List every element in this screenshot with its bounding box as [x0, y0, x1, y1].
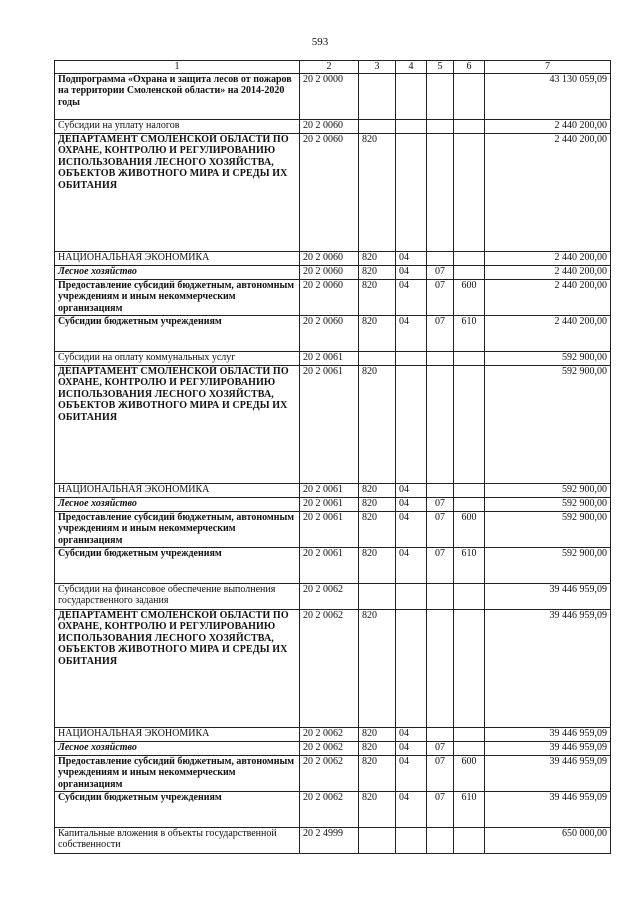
table-row — [55, 265, 611, 279]
section-code-cell: 04 — [396, 727, 427, 741]
table-row — [55, 133, 611, 251]
department-code-cell: 820 — [359, 609, 396, 727]
table-row — [55, 483, 611, 497]
department-code-cell: 820 — [359, 547, 396, 583]
subsection-code-cell — [427, 365, 454, 483]
table-row — [55, 791, 611, 827]
table-row — [55, 609, 611, 727]
department-code-cell: 820 — [359, 727, 396, 741]
column-header-7: 7 — [485, 61, 611, 74]
row-name-cell: Подпрограмма «Охрана и защита лесов от пожаров на территории Смоленской области» на 2014-2020 годы — [55, 73, 300, 119]
amount-cell: 592 900,00 — [485, 497, 611, 511]
department-code-cell — [359, 119, 396, 133]
section-code-cell — [396, 583, 427, 609]
expense-type-code-cell — [454, 251, 485, 265]
subsection-code-cell — [427, 119, 454, 133]
section-code-cell: 04 — [396, 755, 427, 791]
amount-cell: 592 900,00 — [485, 511, 611, 547]
department-code-cell — [359, 73, 396, 119]
amount-cell: 39 446 959,09 — [485, 755, 611, 791]
section-code-cell — [396, 609, 427, 727]
subsection-code-cell — [427, 133, 454, 251]
subsection-code-cell: 07 — [427, 741, 454, 755]
section-code-cell — [396, 827, 427, 853]
expense-type-code-cell: 600 — [454, 755, 485, 791]
subsection-code-cell — [427, 583, 454, 609]
program-code-cell: 20 2 0060 — [300, 251, 359, 265]
department-code-cell: 820 — [359, 251, 396, 265]
program-code-cell: 20 2 0062 — [300, 727, 359, 741]
row-name-cell: НАЦИОНАЛЬНАЯ ЭКОНОМИКА — [55, 727, 300, 741]
subsection-code-cell — [427, 251, 454, 265]
expense-type-code-cell: 610 — [454, 791, 485, 827]
amount-cell: 43 130 059,09 — [485, 73, 611, 119]
row-name-cell: ДЕПАРТАМЕНТ СМОЛЕНСКОЙ ОБЛАСТИ ПО ОХРАНЕ, КОНТРОЛЮ И РЕГУЛИРОВАНИЮ ИСПОЛЬЗОВАНИЯ ЛЕСНОГО ХОЗЯЙСТВА, ОБЪЕКТОВ ЖИВОТНОГО МИРА И СРЕДЫ ИХ ОБИТАНИЯ — [55, 133, 300, 251]
section-code-cell — [396, 365, 427, 483]
expense-type-code-cell: 610 — [454, 315, 485, 351]
section-code-cell — [396, 351, 427, 365]
row-name-cell: Субсидии на оплату коммунальных услуг — [55, 351, 300, 365]
program-code-cell: 20 2 0062 — [300, 609, 359, 727]
department-code-cell: 820 — [359, 497, 396, 511]
program-code-cell: 20 2 0062 — [300, 791, 359, 827]
amount-cell: 592 900,00 — [485, 351, 611, 365]
table-row — [55, 497, 611, 511]
table-row — [55, 547, 611, 583]
department-code-cell: 820 — [359, 511, 396, 547]
table-row — [55, 73, 611, 119]
budget-table — [54, 60, 611, 854]
expense-type-code-cell — [454, 351, 485, 365]
amount-cell: 592 900,00 — [485, 365, 611, 483]
program-code-cell: 20 2 0000 — [300, 73, 359, 119]
section-code-cell: 04 — [396, 741, 427, 755]
expense-type-code-cell — [454, 583, 485, 609]
amount-cell: 2 440 200,00 — [485, 119, 611, 133]
amount-cell: 592 900,00 — [485, 483, 611, 497]
subsection-code-cell — [427, 73, 454, 119]
row-name-cell: НАЦИОНАЛЬНАЯ ЭКОНОМИКА — [55, 251, 300, 265]
program-code-cell: 20 2 4999 — [300, 827, 359, 853]
row-name-cell: ДЕПАРТАМЕНТ СМОЛЕНСКОЙ ОБЛАСТИ ПО ОХРАНЕ, КОНТРОЛЮ И РЕГУЛИРОВАНИЮ ИСПОЛЬЗОВАНИЯ ЛЕСНОГО ХОЗЯЙСТВА, ОБЪЕКТОВ ЖИВОТНОГО МИРА И СРЕДЫ ИХ ОБИТАНИЯ — [55, 609, 300, 727]
section-code-cell: 04 — [396, 547, 427, 583]
amount-cell: 39 446 959,09 — [485, 583, 611, 609]
section-code-cell: 04 — [396, 251, 427, 265]
department-code-cell: 820 — [359, 279, 396, 315]
column-header-1: 1 — [55, 61, 300, 74]
department-code-cell: 820 — [359, 741, 396, 755]
table-row — [55, 741, 611, 755]
column-header-5: 5 — [427, 61, 454, 74]
amount-cell: 2 440 200,00 — [485, 251, 611, 265]
column-header-3: 3 — [359, 61, 396, 74]
page-number: 593 — [311, 36, 329, 48]
amount-cell: 650 000,00 — [485, 827, 611, 853]
section-code-cell — [396, 119, 427, 133]
expense-type-code-cell — [454, 133, 485, 251]
department-code-cell: 820 — [359, 483, 396, 497]
subsection-code-cell — [427, 483, 454, 497]
department-code-cell — [359, 827, 396, 853]
amount-cell: 39 446 959,09 — [485, 741, 611, 755]
table-row — [55, 365, 611, 483]
row-name-cell: Лесное хозяйство — [55, 265, 300, 279]
section-code-cell: 04 — [396, 279, 427, 315]
department-code-cell: 820 — [359, 315, 396, 351]
expense-type-code-cell — [454, 497, 485, 511]
program-code-cell: 20 2 0061 — [300, 497, 359, 511]
table-row — [55, 583, 611, 609]
row-name-cell: НАЦИОНАЛЬНАЯ ЭКОНОМИКА — [55, 483, 300, 497]
table-row — [55, 755, 611, 791]
amount-cell: 2 440 200,00 — [485, 265, 611, 279]
subsection-code-cell: 07 — [427, 279, 454, 315]
section-code-cell: 04 — [396, 511, 427, 547]
expense-type-code-cell — [454, 365, 485, 483]
section-code-cell: 04 — [396, 483, 427, 497]
department-code-cell: 820 — [359, 755, 396, 791]
subsection-code-cell — [427, 609, 454, 727]
expense-type-code-cell: 610 — [454, 547, 485, 583]
table-row — [55, 315, 611, 351]
row-name-cell: Предоставление субсидий бюджетным, автономным учреждениям и иным некоммерческим организациям — [55, 511, 300, 547]
amount-cell: 39 446 959,09 — [485, 727, 611, 741]
row-name-cell: Субсидии на финансовое обеспечение выполнения государственного задания — [55, 583, 300, 609]
expense-type-code-cell — [454, 483, 485, 497]
row-name-cell: Субсидии бюджетным учреждениям — [55, 315, 300, 351]
expense-type-code-cell — [454, 609, 485, 727]
table-row — [55, 279, 611, 315]
program-code-cell: 20 2 0060 — [300, 119, 359, 133]
expense-type-code-cell: 600 — [454, 279, 485, 315]
row-name-cell: Субсидии бюджетным учреждениям — [55, 791, 300, 827]
amount-cell: 2 440 200,00 — [485, 315, 611, 351]
table-row — [55, 351, 611, 365]
department-code-cell — [359, 583, 396, 609]
subsection-code-cell: 07 — [427, 315, 454, 351]
program-code-cell: 20 2 0061 — [300, 547, 359, 583]
department-code-cell — [359, 351, 396, 365]
section-code-cell: 04 — [396, 791, 427, 827]
program-code-cell: 20 2 0060 — [300, 133, 359, 251]
row-name-cell: Лесное хозяйство — [55, 497, 300, 511]
amount-cell: 2 440 200,00 — [485, 133, 611, 251]
amount-cell: 592 900,00 — [485, 547, 611, 583]
subsection-code-cell: 07 — [427, 511, 454, 547]
amount-cell: 39 446 959,09 — [485, 791, 611, 827]
column-header-6: 6 — [454, 61, 485, 74]
subsection-code-cell — [427, 351, 454, 365]
program-code-cell: 20 2 0062 — [300, 755, 359, 791]
program-code-cell: 20 2 0061 — [300, 365, 359, 483]
subsection-code-cell: 07 — [427, 791, 454, 827]
program-code-cell: 20 2 0061 — [300, 483, 359, 497]
program-code-cell: 20 2 0060 — [300, 265, 359, 279]
amount-cell: 39 446 959,09 — [485, 609, 611, 727]
column-header-2: 2 — [300, 61, 359, 74]
header-row — [55, 61, 611, 74]
table-row — [55, 511, 611, 547]
expense-type-code-cell: 600 — [454, 511, 485, 547]
subsection-code-cell: 07 — [427, 265, 454, 279]
table-row — [55, 119, 611, 133]
program-code-cell: 20 2 0062 — [300, 741, 359, 755]
program-code-cell: 20 2 0060 — [300, 279, 359, 315]
department-code-cell: 820 — [359, 791, 396, 827]
table-row — [55, 727, 611, 741]
subsection-code-cell — [427, 727, 454, 741]
subsection-code-cell — [427, 827, 454, 853]
row-name-cell: Предоставление субсидий бюджетным, автономным учреждениям и иным некоммерческим организациям — [55, 279, 300, 315]
row-name-cell: Субсидии бюджетным учреждениям — [55, 547, 300, 583]
expense-type-code-cell — [454, 741, 485, 755]
department-code-cell: 820 — [359, 133, 396, 251]
program-code-cell: 20 2 0061 — [300, 351, 359, 365]
expense-type-code-cell — [454, 265, 485, 279]
subsection-code-cell: 07 — [427, 547, 454, 583]
expense-type-code-cell — [454, 119, 485, 133]
expense-type-code-cell — [454, 73, 485, 119]
expense-type-code-cell — [454, 727, 485, 741]
section-code-cell: 04 — [396, 315, 427, 351]
program-code-cell: 20 2 0060 — [300, 315, 359, 351]
expense-type-code-cell — [454, 827, 485, 853]
table-row — [55, 827, 611, 853]
row-name-cell: Субсидии на уплату налогов — [55, 119, 300, 133]
section-code-cell — [396, 73, 427, 119]
section-code-cell: 04 — [396, 497, 427, 511]
subsection-code-cell: 07 — [427, 497, 454, 511]
program-code-cell: 20 2 0061 — [300, 511, 359, 547]
column-header-4: 4 — [396, 61, 427, 74]
program-code-cell: 20 2 0062 — [300, 583, 359, 609]
row-name-cell: Предоставление субсидий бюджетным, автономным учреждениям и иным некоммерческим организациям — [55, 755, 300, 791]
section-code-cell: 04 — [396, 265, 427, 279]
section-code-cell — [396, 133, 427, 251]
department-code-cell: 820 — [359, 265, 396, 279]
table-row — [55, 251, 611, 265]
row-name-cell: Лесное хозяйство — [55, 741, 300, 755]
subsection-code-cell: 07 — [427, 755, 454, 791]
amount-cell: 2 440 200,00 — [485, 279, 611, 315]
row-name-cell: ДЕПАРТАМЕНТ СМОЛЕНСКОЙ ОБЛАСТИ ПО ОХРАНЕ, КОНТРОЛЮ И РЕГУЛИРОВАНИЮ ИСПОЛЬЗОВАНИЯ ЛЕСНОГО ХОЗЯЙСТВА, ОБЪЕКТОВ ЖИВОТНОГО МИРА И СРЕДЫ ИХ ОБИТАНИЯ — [55, 365, 300, 483]
row-name-cell: Капитальные вложения в объекты государственной собственности — [55, 827, 300, 853]
department-code-cell: 820 — [359, 365, 396, 483]
